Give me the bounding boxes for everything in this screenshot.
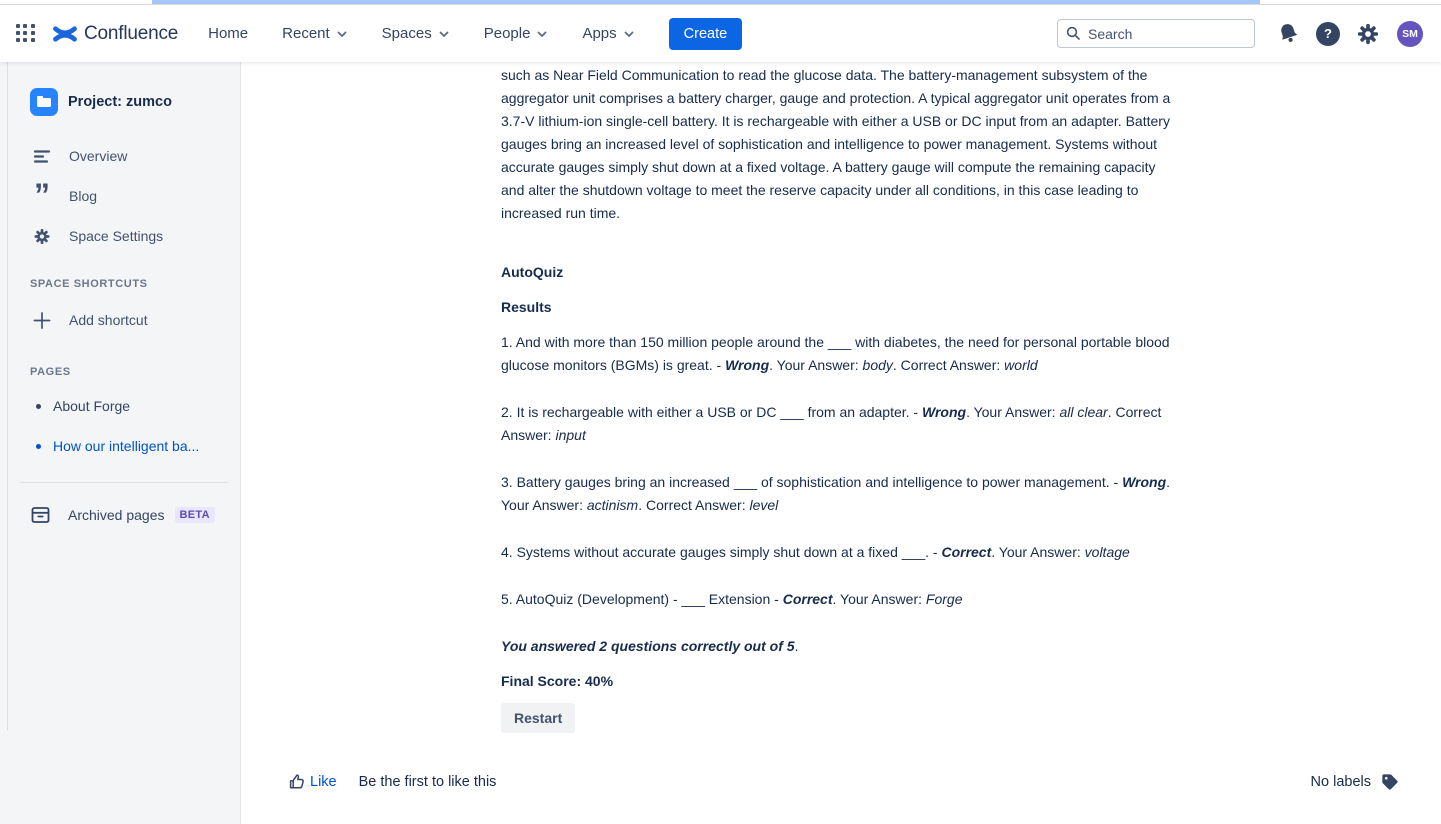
correct-answer: input bbox=[555, 427, 586, 443]
pages-header: PAGES bbox=[30, 366, 71, 378]
quiz-result-item-4 bbox=[501, 541, 1178, 564]
nav-apps[interactable]: Apps bbox=[582, 25, 634, 42]
gear-icon bbox=[33, 227, 51, 246]
your-answer-label: . Your Answer: bbox=[966, 404, 1060, 420]
search-icon bbox=[1065, 25, 1082, 42]
settings-button[interactable] bbox=[1355, 21, 1381, 47]
quiz-verdict: Correct bbox=[782, 591, 833, 607]
quiz-verdict: Wrong bbox=[921, 404, 967, 420]
sidebar-item-overview[interactable]: Overview bbox=[0, 136, 228, 176]
your-answer: actinism bbox=[586, 497, 639, 513]
add-shortcut-button[interactable]: Add shortcut bbox=[0, 300, 228, 340]
page-item-current[interactable]: How our intelligent ba... bbox=[0, 426, 228, 466]
quiz-question: 5. AutoQuiz (Development) - ___ Extension - bbox=[501, 591, 783, 607]
your-answer: body bbox=[862, 357, 893, 373]
nav-home[interactable]: Home bbox=[208, 25, 249, 42]
correct-answer: world bbox=[1004, 357, 1038, 373]
quiz-question: 1. And with more than 150 million people around the ___ with diabetes, the need for personal portable blood glucose monitors (BGMs) is great. - bbox=[501, 334, 1170, 373]
page-item-about-forge[interactable]: About Forge bbox=[0, 386, 228, 426]
notifications-button[interactable] bbox=[1275, 21, 1301, 47]
quiz-verdict: Wrong bbox=[1122, 474, 1167, 490]
page-content bbox=[501, 62, 1178, 733]
like-group bbox=[287, 772, 496, 791]
app-switcher-icon[interactable] bbox=[16, 24, 36, 44]
archive-box-icon bbox=[31, 506, 50, 524]
space-name: Project: zumco bbox=[68, 94, 172, 110]
quiz-question: 4. Systems without accurate gauges simply shut down at a fixed ___. - bbox=[501, 544, 942, 560]
nav-recent[interactable]: Recent bbox=[282, 25, 348, 42]
quiz-result-item-1 bbox=[501, 331, 1178, 377]
chevron-down-icon bbox=[336, 28, 348, 40]
help-button[interactable] bbox=[1315, 21, 1341, 47]
sidebar-item-space-settings[interactable]: Space Settings bbox=[0, 216, 228, 256]
search-box bbox=[1057, 19, 1255, 48]
confluence-logo[interactable] bbox=[52, 21, 178, 47]
space-sidebar bbox=[0, 62, 241, 824]
quiz-title: AutoQuiz bbox=[501, 264, 564, 280]
create-button[interactable]: Create bbox=[669, 18, 743, 50]
results-title: Results bbox=[501, 299, 552, 315]
final-score: Final Score: 40% bbox=[501, 673, 614, 689]
your-answer-label: . Your Answer: bbox=[991, 544, 1085, 560]
logo-wordmark: Confluence bbox=[84, 22, 179, 44]
your-answer: Forge bbox=[925, 591, 963, 607]
space-header[interactable] bbox=[0, 88, 228, 116]
quiz-verdict: Wrong bbox=[725, 357, 770, 373]
quiz-verdict: Correct bbox=[941, 544, 992, 560]
your-answer: all clear bbox=[1059, 404, 1108, 420]
overview-lines-icon bbox=[33, 149, 51, 164]
gear-icon bbox=[1356, 22, 1380, 46]
like-button[interactable]: Like bbox=[287, 772, 337, 791]
nav-spaces[interactable]: Spaces bbox=[382, 25, 450, 42]
chevron-down-icon bbox=[623, 28, 635, 40]
tag-icon bbox=[1381, 773, 1398, 790]
user-avatar[interactable]: SM bbox=[1397, 21, 1423, 47]
intro-paragraph: such as Near Field Communication to read the glucose data. The battery-management subsystem of the aggregator unit comprises a battery charger, gauge and protection. A typical aggregator unit operates from a 3.7-V lithium-ion single-cell battery. It is rechargeable with either a USB or DC input from an adapter. Battery gauges bring an increased level of sophistication and intelligence to power management. Systems without accurate gauges simply shut down at a fixed voltage. A battery gauge will compute the remaining capacity and alter the shutdown voltage to meet the reserve capacity under all conditions, in this case leading to increased run time. bbox=[501, 67, 1171, 221]
confluence-logo-icon bbox=[52, 21, 78, 47]
correct-answer-label: . Correct Answer: bbox=[892, 357, 1005, 373]
search-input[interactable] bbox=[1057, 19, 1255, 48]
restart-button[interactable]: Restart bbox=[501, 703, 575, 733]
folder-icon bbox=[30, 88, 58, 116]
plus-icon bbox=[33, 311, 51, 330]
page-list bbox=[0, 386, 228, 466]
like-hint: Be the first to like this bbox=[358, 773, 497, 790]
beta-badge: BETA bbox=[175, 507, 215, 523]
thumbs-up-icon bbox=[287, 772, 306, 791]
chevron-down-icon bbox=[536, 28, 548, 40]
shortcuts-header: SPACE SHORTCUTS bbox=[30, 278, 148, 290]
quiz-question: 3. Battery gauges bring an increased ___ of sophistication and intelligence to power management. - bbox=[501, 474, 1123, 490]
page-main bbox=[241, 62, 1441, 824]
correct-answer-label: . Correct Answer: bbox=[501, 404, 1162, 443]
quiz-result-item-5 bbox=[501, 588, 1178, 611]
question-icon: ? bbox=[1316, 22, 1340, 46]
quiz-question: 2. It is rechargeable with either a USB or DC ___ from an adapter. - bbox=[501, 404, 922, 420]
primary-nav bbox=[208, 25, 635, 42]
bullet-icon bbox=[36, 404, 41, 409]
top-navbar bbox=[0, 5, 1441, 62]
bullet-icon bbox=[36, 444, 41, 449]
your-answer-label: . Your Answer: bbox=[769, 357, 863, 373]
quote-icon bbox=[33, 188, 51, 204]
correct-answer-label: . Correct Answer: bbox=[638, 497, 750, 513]
quiz-summary: You answered 2 questions correctly out of 5. bbox=[501, 638, 799, 654]
your-answer: voltage bbox=[1084, 544, 1130, 560]
your-answer-label: . Your Answer: bbox=[832, 591, 926, 607]
quiz-result-item-2 bbox=[501, 401, 1178, 447]
archived-pages-button[interactable]: Archived pages BETA bbox=[0, 495, 228, 535]
correct-answer: level bbox=[749, 497, 779, 513]
labels-button[interactable]: No labels bbox=[1311, 773, 1398, 790]
your-answer-label: . Your Answer: bbox=[501, 474, 1171, 513]
sidebar-item-blog[interactable]: ” Blog bbox=[0, 176, 228, 216]
sidebar-divider bbox=[20, 482, 228, 483]
sidebar-edge-line bbox=[7, 62, 8, 730]
progress-bar bbox=[152, 0, 1260, 4]
page-footer bbox=[287, 772, 1398, 791]
quiz-result-item-3 bbox=[501, 471, 1178, 517]
nav-people[interactable]: People bbox=[484, 25, 549, 42]
chevron-down-icon bbox=[438, 28, 450, 40]
bell-icon bbox=[1274, 19, 1303, 48]
